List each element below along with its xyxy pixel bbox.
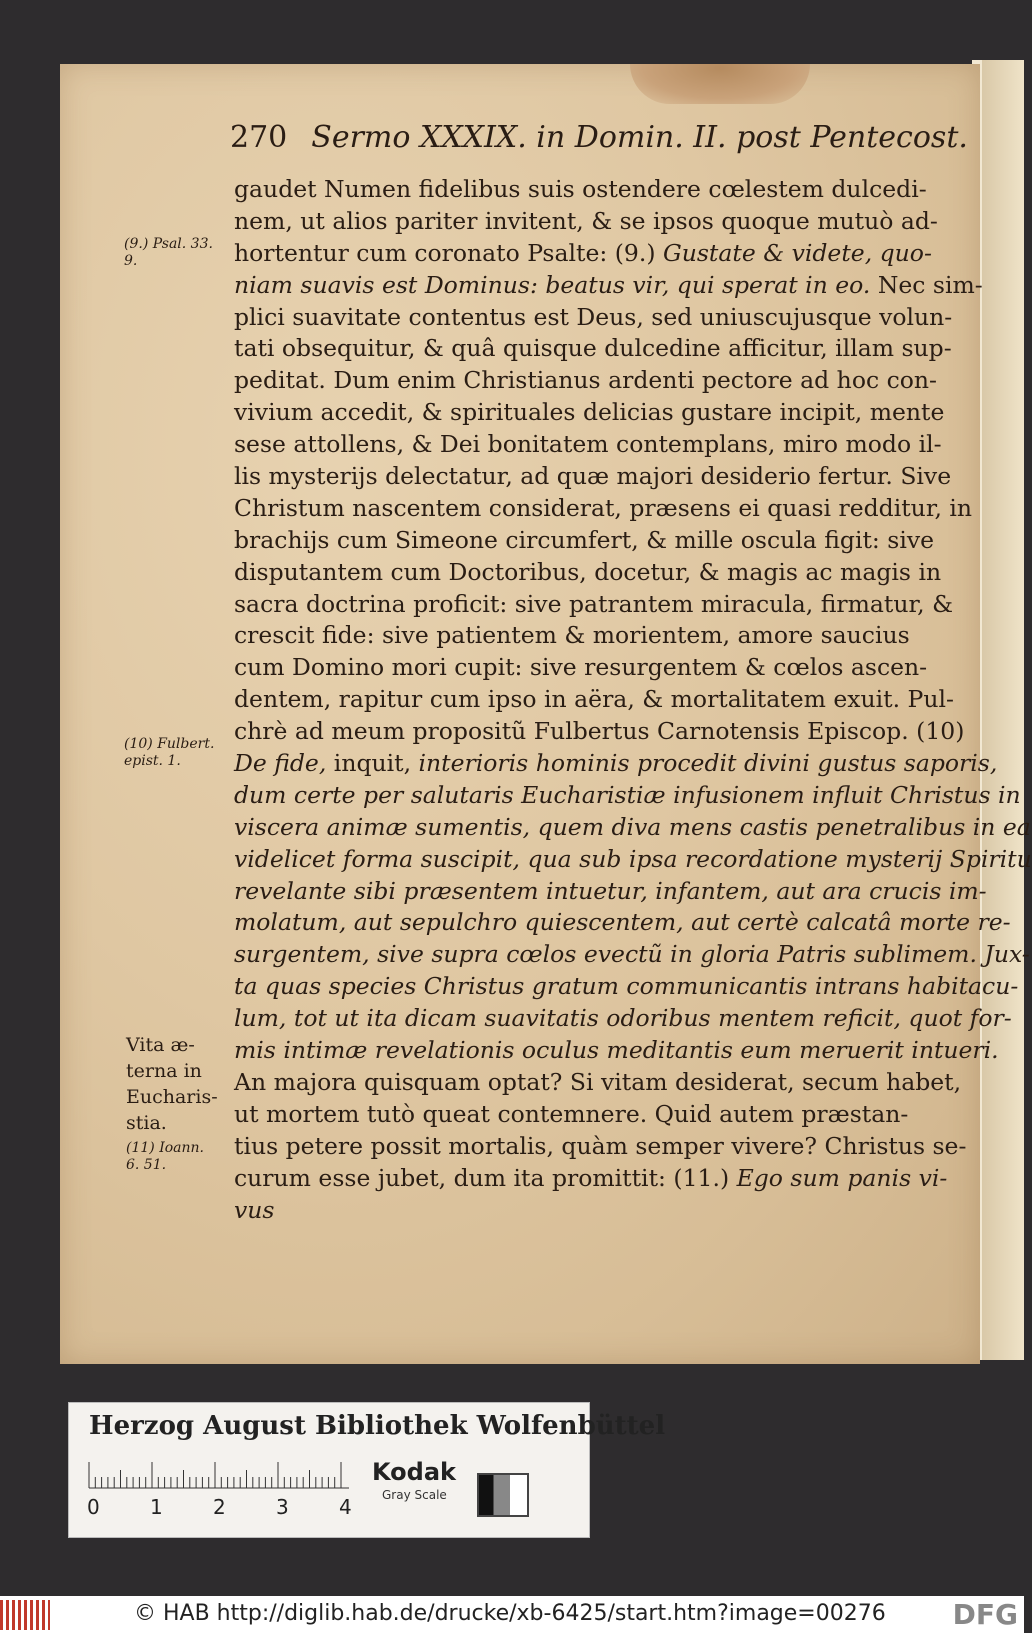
text-line — [234, 844, 1032, 876]
library-name: Herzog August Bibliothek Wolfenbüttel — [89, 1411, 666, 1441]
footer-bar — [0, 1596, 1024, 1633]
text-line — [234, 876, 987, 908]
italic-text: interioris hominis procedit divini gustus saporis, — [418, 749, 998, 778]
italic-text: surgentem, sive supra cœlos evectũ in gloria Patris sublimem. Jux- — [234, 940, 1030, 969]
running-header — [230, 120, 968, 160]
facing-page-strip — [980, 60, 1024, 1360]
dfg-logo: DFG — [952, 1598, 1018, 1631]
gray-scale-label: Gray Scale — [382, 1488, 447, 1502]
scale-ruler — [89, 1459, 349, 1489]
italic-text: dum certe per salutaris Eucharistiæ infusionem influit Christus in — [234, 780, 1021, 809]
copyright-url[interactable]: © HAB http://diglib.hab.de/drucke/xb-6425/start.htm?image=00276 — [134, 1601, 886, 1626]
text-line — [234, 780, 1021, 812]
hab-logo-icon — [0, 1600, 50, 1630]
library-label-card — [68, 1402, 666, 1538]
roman-text: disputantem cum Doctoribus, docetur, & magis ac magis in — [234, 557, 942, 586]
text-line — [234, 302, 954, 334]
margin-note-11: (11) Ioann. 6. 51. — [126, 1140, 204, 1173]
roman-text: brachijs cum Simeone circumfert, & mille oscula figit: sive — [234, 525, 935, 554]
roman-text: chrè ad meum propositũ Fulbertus Carnotensis Episcop. (10) — [234, 717, 965, 746]
text-line — [234, 333, 954, 365]
roman-text: crescit fide: sive patientem & morientem, amore saucius — [234, 621, 910, 650]
text-line — [234, 1131, 967, 1163]
margin-note-10: (10) Fulbert. epist. 1. — [124, 736, 215, 769]
italic-text: videlicet forma suscipit, qua sub ipsa recordatione mysterij Spiritu — [234, 844, 1032, 873]
text-line — [234, 557, 954, 589]
text-line — [234, 812, 1031, 844]
margin-note-vita: Vita æ- terna in Eucharis- stia. — [126, 1034, 218, 1134]
text-line — [234, 461, 954, 493]
roman-text: tius petere possit mortalis, quàm semper vivere? Christus se- — [234, 1131, 967, 1160]
roman-text: An majora quisquam optat? Si vitam desiderat, secum habet, — [234, 1067, 962, 1096]
text-line — [234, 1163, 954, 1195]
ruler-number: 2 — [213, 1495, 226, 1519]
italic-text: niam suavis est Dominus: beatus vir, qui sperat in eo. — [234, 270, 871, 299]
roman-text: lis mysterijs delectatur, ad quæ majori desiderio fertur. Sive — [234, 462, 952, 491]
text-line — [234, 1067, 962, 1099]
text-line — [234, 716, 965, 748]
ruler-number: 4 — [339, 1495, 352, 1519]
ruler-number: 3 — [276, 1495, 289, 1519]
text-line — [234, 652, 954, 684]
text-line — [234, 493, 973, 525]
italic-text: Gustate & videte, quo- — [662, 238, 932, 267]
text-line — [234, 397, 954, 429]
text-line — [234, 1035, 999, 1067]
roman-text: hortentur cum coronato Psalte: (9.) — [234, 238, 663, 267]
text-line — [234, 1003, 1012, 1035]
italic-text: Ego sum panis vi- — [736, 1163, 948, 1192]
body-text — [234, 174, 1032, 1226]
roman-text: inquit, — [326, 749, 419, 778]
roman-text: peditat. Dum enim Christianus ardenti pectore ad hoc con- — [234, 366, 937, 395]
italic-text: ta quas species Christus gratum communicantis intrans habitacu- — [234, 972, 1019, 1001]
page-stain — [630, 64, 810, 104]
text-line — [234, 907, 1011, 939]
text-line — [234, 589, 954, 621]
text-line — [234, 971, 1019, 1003]
gray-scale-swatch — [477, 1473, 529, 1517]
italic-text: viscera animæ sumentis, quem diva mens castis penetralibus in ea — [234, 812, 1031, 841]
text-line — [234, 1099, 954, 1131]
roman-text: curum esse jubet, dum ita promittit: (11.) — [234, 1163, 737, 1192]
roman-text: Nec sim- — [870, 270, 983, 299]
text-line — [234, 206, 954, 238]
italic-text: lum, tot ut ita dicam suavitatis odoribus mentem reficit, quot for- — [234, 1004, 1012, 1033]
italic-text: De fide, — [234, 749, 327, 778]
text-line — [234, 939, 1030, 971]
roman-text: tati obsequitur, & quâ quisque dulcedine afficitur, illam sup- — [234, 334, 952, 363]
roman-text: dentem, rapitur cum ipso in aëra, & mortalitatem exuit. Pul- — [234, 685, 954, 714]
ruler-number: 1 — [150, 1495, 163, 1519]
text-line — [234, 365, 954, 397]
text-line — [234, 174, 954, 206]
roman-text: ut mortem tutò queat contemnere. Quid autem præstan- — [234, 1099, 909, 1128]
text-line — [234, 684, 954, 716]
italic-text: vus — [234, 1195, 275, 1224]
italic-text: molatum, aut sepulchro quiescentem, aut certè calcatâ morte re- — [234, 908, 1011, 937]
text-line — [234, 238, 954, 270]
kodak-logo: Kodak — [372, 1458, 456, 1486]
roman-text: cum Domino mori cupit: sive resurgentem & cœlos ascen- — [234, 653, 928, 682]
text-line — [234, 1195, 954, 1227]
book-page — [60, 64, 1032, 1364]
italic-text: revelante sibi præsentem intuetur, infantem, aut ara crucis im- — [234, 876, 987, 905]
text-line — [234, 525, 954, 557]
text-line — [234, 270, 983, 302]
text-line — [234, 620, 954, 652]
roman-text: Christum nascentem considerat, præsens ei quasi redditur, in — [234, 493, 973, 522]
ruler-number: 0 — [87, 1495, 100, 1519]
text-line — [234, 748, 998, 780]
roman-text: nem, ut alios pariter invitent, & se ipsos quoque mutuò ad- — [234, 206, 938, 235]
page-number: 270 — [230, 120, 288, 155]
roman-text: plici suavitate contentus est Deus, sed uniuscujusque volun- — [234, 302, 953, 331]
roman-text: gaudet Numen fidelibus suis ostendere cœlestem dulcedi- — [234, 175, 927, 203]
margin-note-9: (9.) Psal. 33. 9. — [124, 236, 213, 269]
roman-text: sese attollens, & Dei bonitatem contemplans, miro modo il- — [234, 430, 942, 459]
text-line — [234, 429, 954, 461]
roman-text: vivium accedit, & spirituales delicias gustare incipit, mente — [234, 398, 945, 427]
italic-text: mis intimæ revelationis oculus meditantis eum meruerit intueri. — [234, 1036, 999, 1065]
running-head-title: Sermo XXXIX. in Domin. II. post Pentecost. — [311, 120, 968, 155]
roman-text: sacra doctrina proficit: sive patrantem miracula, firmatur, & — [234, 589, 954, 618]
